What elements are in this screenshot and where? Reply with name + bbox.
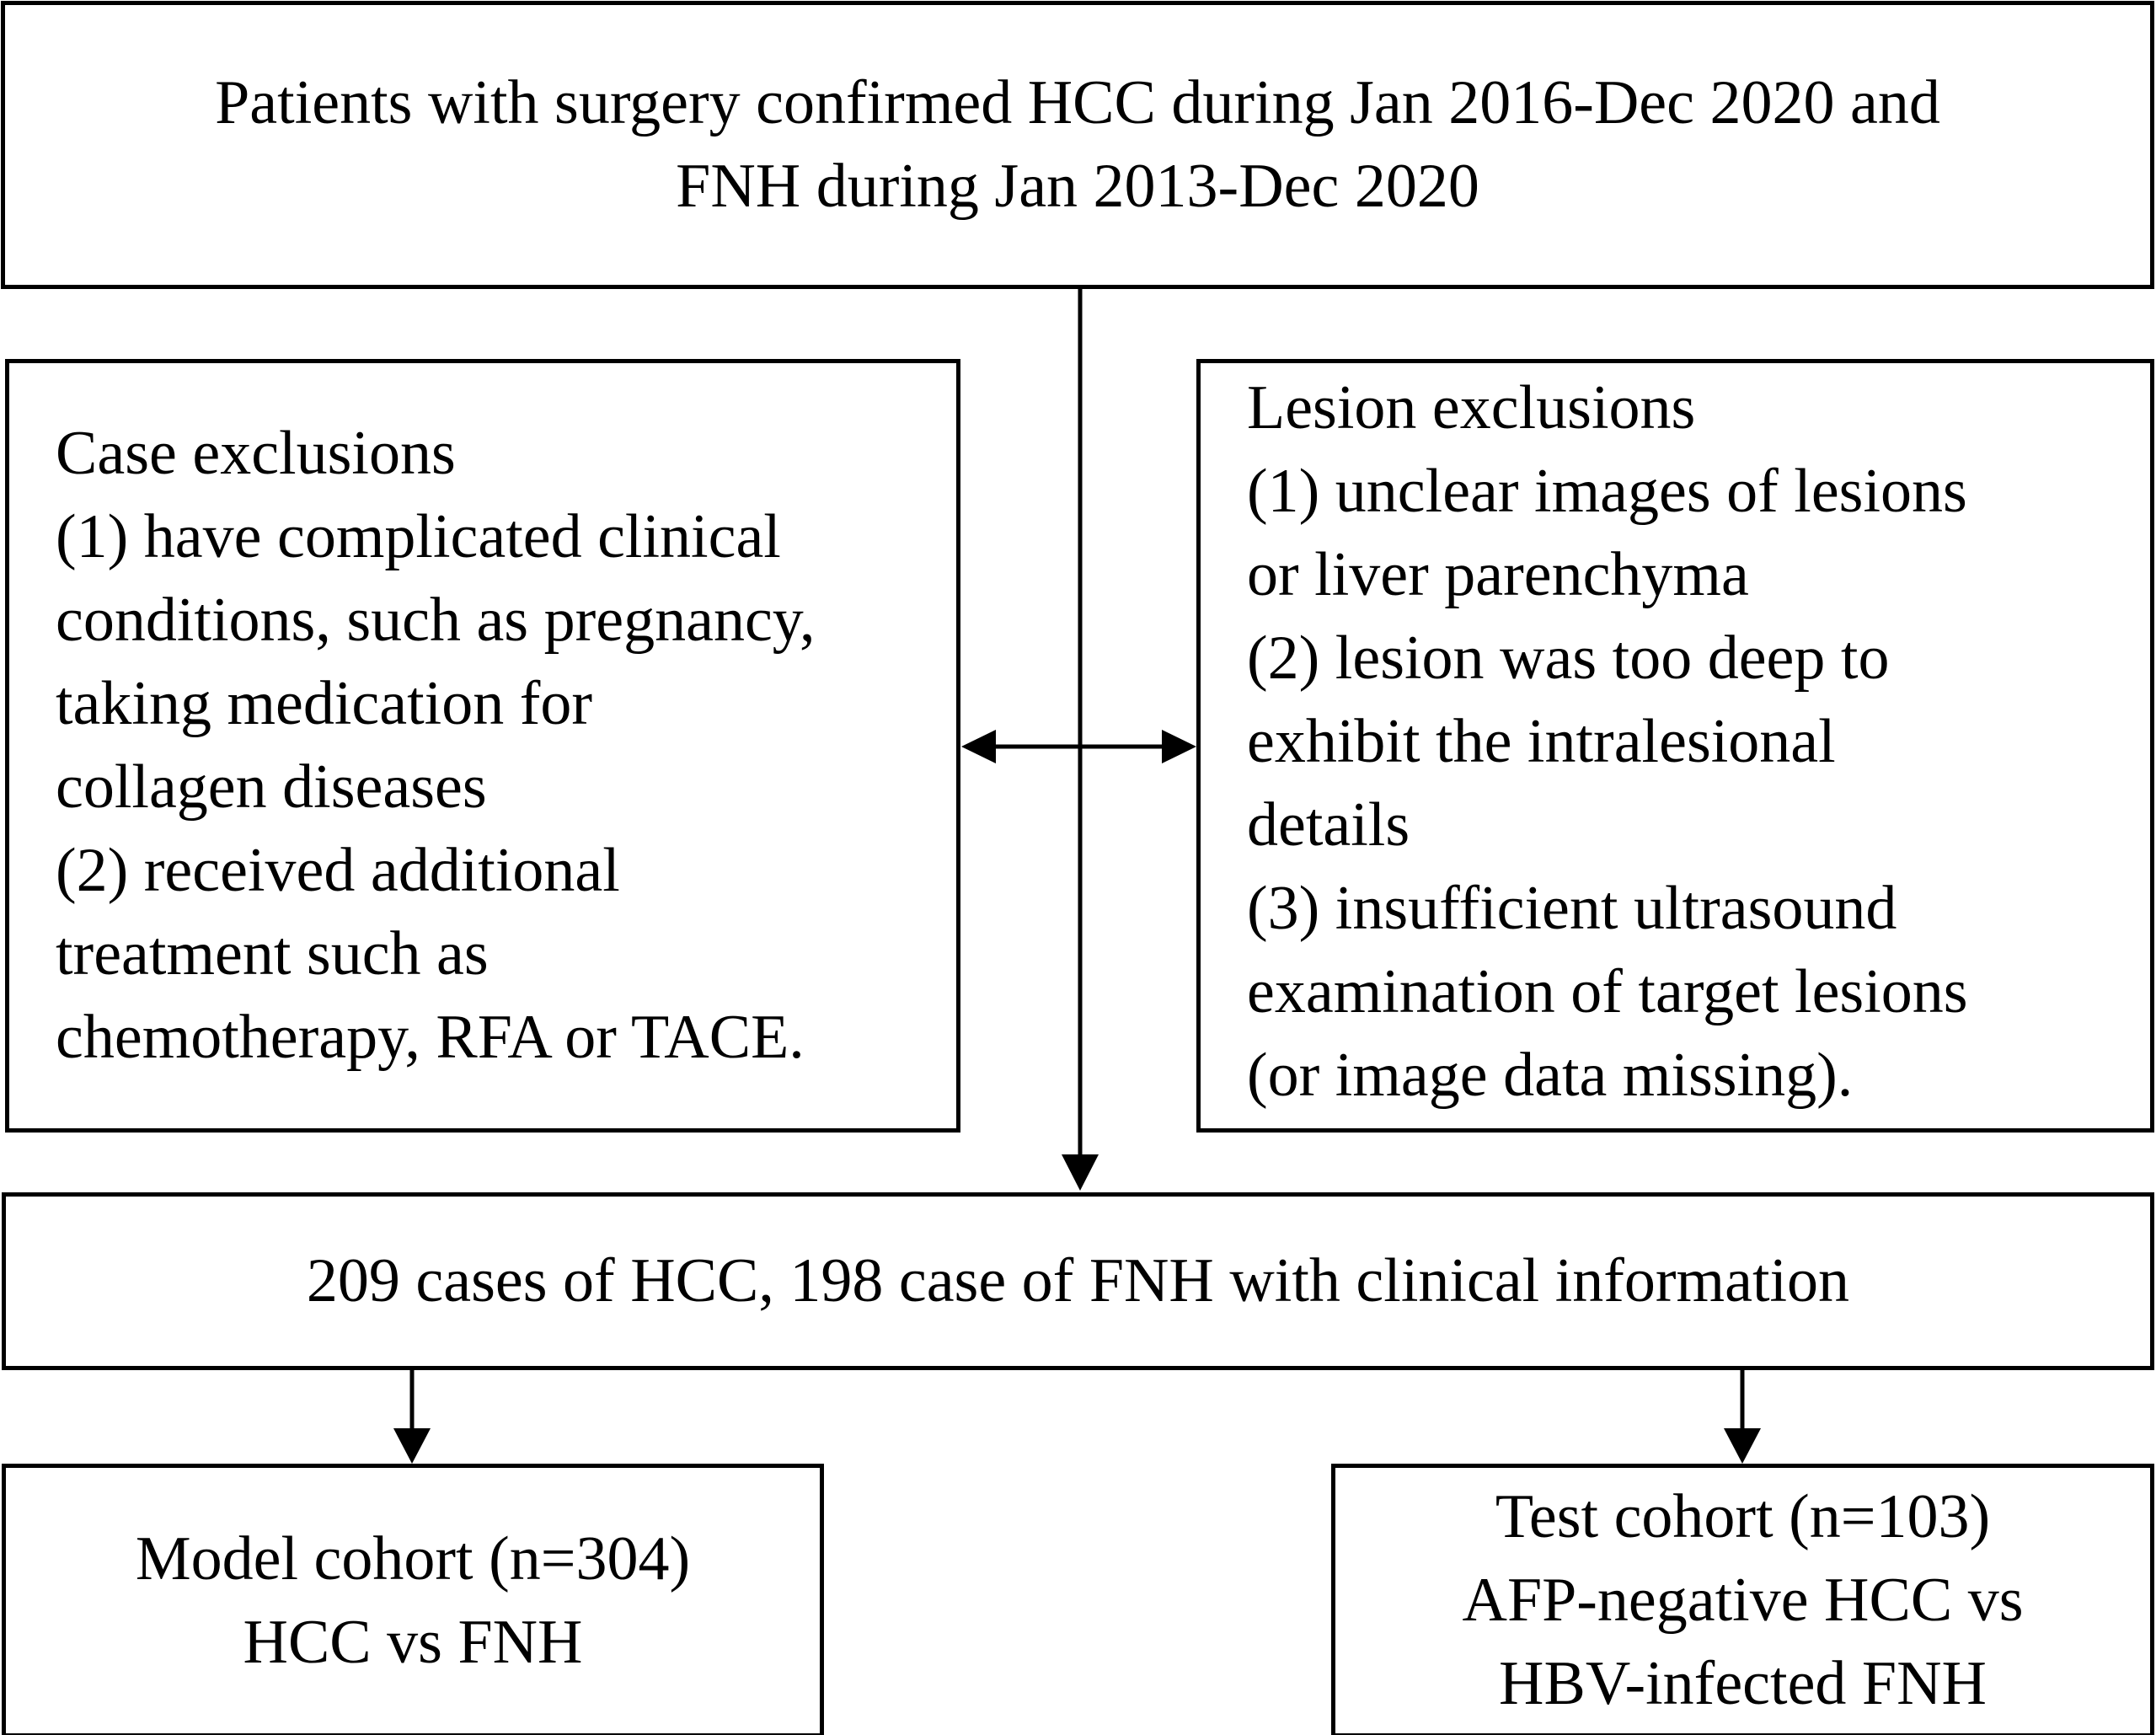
total-cases-line: 209 cases of HCC, 198 case of FNH with clinical information	[306, 1246, 1850, 1315]
lesion-exclusions-line: exhibit the intralesional	[1247, 706, 1836, 776]
lesion-exclusions-line: examination of target lesions	[1247, 956, 1968, 1026]
patients-line-1: Patients with surgery confirmed HCC during Jan 2016-Dec 2020 and	[215, 68, 1940, 137]
right-arrowhead	[1162, 730, 1196, 763]
lesion-exclusions-line: (or image data missing).	[1247, 1040, 1854, 1110]
lesion-exclusions-line: details	[1247, 790, 1410, 859]
trunk-arrowhead	[1062, 1154, 1099, 1191]
case-exclusions-line: (1) have complicated clinical	[56, 502, 781, 571]
test-arrowhead	[1724, 1428, 1761, 1464]
case-exclusions-line: taking medication for	[56, 669, 593, 738]
model-cohort-box	[2, 1464, 824, 1735]
case-exclusions-line: chemotherapy, RFA or TACE.	[56, 1003, 805, 1072]
left-arrowhead	[961, 730, 996, 763]
case-exclusions-line: treatment such as	[56, 919, 489, 988]
model-arrowhead	[393, 1428, 431, 1464]
patients-line-2: FNH during Jan 2013-Dec 2020	[676, 152, 1479, 221]
lesion-exclusions-line: or liver parenchyma	[1247, 539, 1749, 609]
patients-box	[1, 1, 2154, 289]
lesion-exclusions-box	[1196, 359, 2154, 1133]
lesion-exclusions-line: (3) insufficient ultrasound	[1247, 873, 1897, 943]
case-exclusions-title: Case exclusions	[56, 419, 456, 488]
case-exclusions-line: collagen diseases	[56, 752, 487, 822]
test-cohort-line-1: Test cohort (n=103)	[1495, 1482, 1991, 1551]
lesion-exclusions-line: (2) lesion was too deep to	[1247, 623, 1890, 693]
case-exclusions-line: (2) received additional	[56, 836, 620, 905]
total-cases-box	[2, 1192, 2154, 1370]
model-cohort-line-1: Model cohort (n=304)	[135, 1523, 691, 1593]
model-cohort-line-2: HCC vs FNH	[243, 1607, 583, 1677]
case-exclusions-box	[5, 359, 960, 1133]
test-cohort-line-3: HBV-infected FNH	[1499, 1649, 1987, 1718]
lesion-exclusions-line: (1) unclear images of lesions	[1247, 456, 1967, 526]
lesion-exclusions-title: Lesion exclusions	[1247, 372, 1696, 442]
case-exclusions-line: conditions, such as pregnancy,	[56, 586, 816, 655]
test-cohort-line-2: AFP-negative HCC vs	[1462, 1566, 2024, 1635]
test-cohort-box	[1331, 1464, 2154, 1735]
